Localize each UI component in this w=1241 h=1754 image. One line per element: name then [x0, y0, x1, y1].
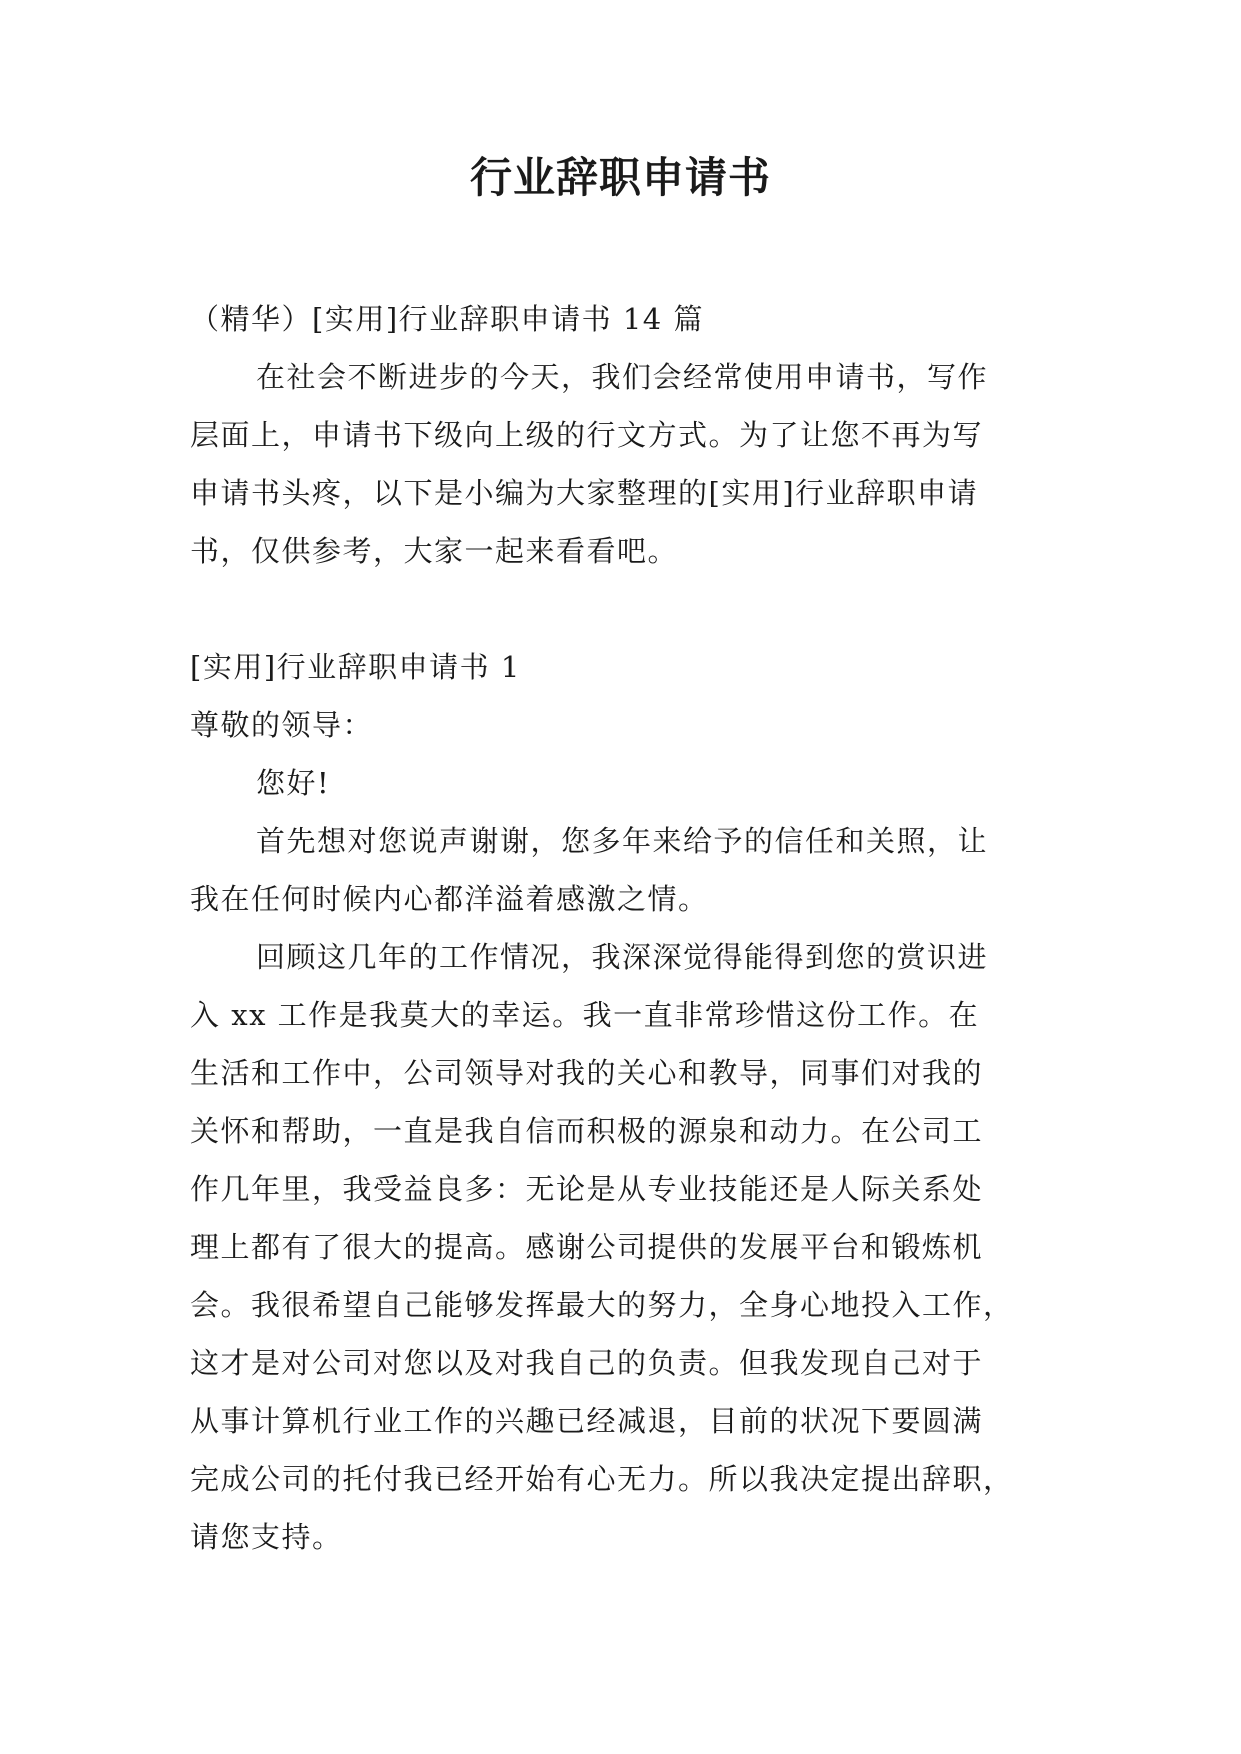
- paragraph-line: 生活和工作中，公司领导对我的关心和教导，同事们对我的: [190, 1056, 984, 1090]
- paragraph-line: 完成公司的托付我已经开始有心无力。所以我决定提出辞职，: [190, 1462, 1014, 1496]
- section-heading: [实用]行业辞职申请书 1: [190, 650, 521, 684]
- paragraph-line: 请您支持。: [190, 1520, 343, 1554]
- paragraph-line: 这才是对公司对您以及对我自己的负责。但我发现自己对于: [190, 1346, 984, 1380]
- intro-line: 层面上，申请书下级向上级的行文方式。为了让您不再为写: [190, 418, 984, 452]
- paragraph-line: 回顾这几年的工作情况，我深深觉得能得到您的赏识进: [256, 940, 989, 974]
- paragraph-line: 我在任何时候内心都洋溢着感激之情。: [190, 882, 709, 916]
- intro-line: 书，仅供参考，大家一起来看看吧。: [190, 534, 679, 568]
- paragraph-line: 作几年里，我受益良多：无论是从专业技能还是人际关系处: [190, 1172, 984, 1206]
- document-subtitle: （精华）[实用]行业辞职申请书 14 篇: [190, 302, 704, 336]
- salutation: 尊敬的领导：: [190, 708, 374, 742]
- greeting: 您好!: [256, 766, 331, 800]
- intro-line: 申请书头疼，以下是小编为大家整理的[实用]行业辞职申请: [190, 476, 979, 510]
- paragraph-line: 入 xx 工作是我莫大的幸运。我一直非常珍惜这份工作。在: [190, 998, 980, 1032]
- paragraph-gap: [190, 580, 1050, 638]
- paragraph-line: 理上都有了很大的提高。感谢公司提供的发展平台和锻炼机: [190, 1230, 984, 1264]
- document-body: [190, 290, 1050, 1566]
- paragraph-line: 会。我很希望自己能够发挥最大的努力，全身心地投入工作，: [190, 1288, 1014, 1322]
- intro-line: 在社会不断进步的今天，我们会经常使用申请书，写作: [256, 360, 989, 394]
- paragraph-line: 关怀和帮助，一直是我自信而积极的源泉和动力。在公司工: [190, 1114, 984, 1148]
- paragraph-line: 首先想对您说声谢谢，您多年来给予的信任和关照，让: [256, 824, 989, 858]
- document-title: 行业辞职申请书: [469, 153, 771, 202]
- paragraph-line: 从事计算机行业工作的兴趣已经减退，目前的状况下要圆满: [190, 1404, 984, 1438]
